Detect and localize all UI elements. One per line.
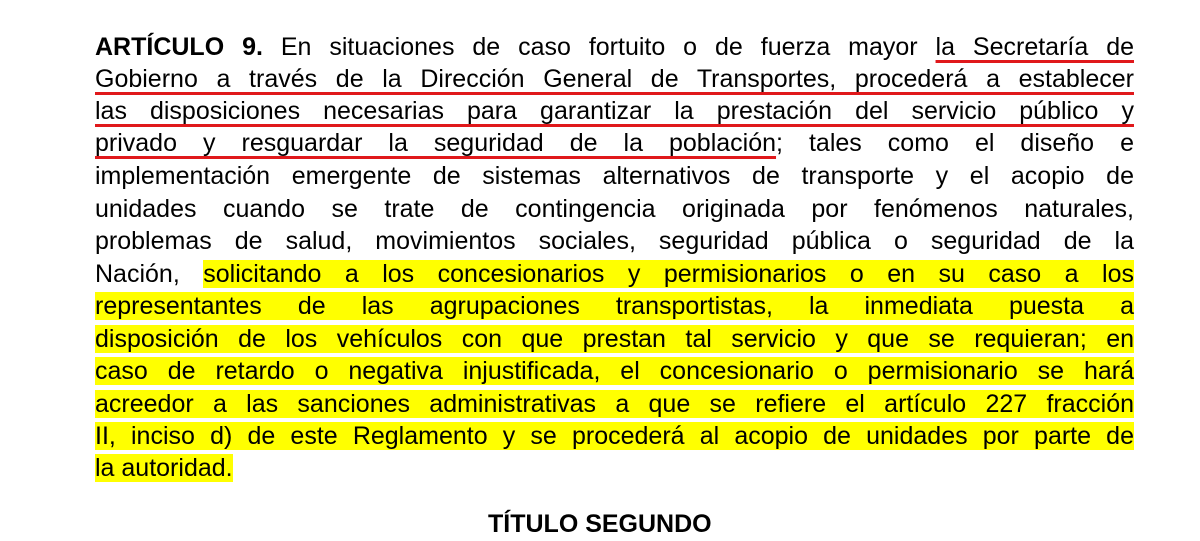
article-line-6 bbox=[95, 193, 1134, 226]
article-line-12 bbox=[95, 388, 1134, 421]
highlighted-text: la autoridad. bbox=[95, 454, 233, 482]
article-label: ARTÍCULO 9. bbox=[95, 33, 263, 61]
line-text: implementación emergente de sistemas alternativos de transporte y el acopio de bbox=[95, 162, 1134, 190]
line-text: Nación, bbox=[95, 260, 204, 288]
underlined-text: la Secretaría de bbox=[935, 33, 1134, 61]
article-line-14 bbox=[95, 452, 1134, 485]
article-line-2 bbox=[95, 63, 1134, 96]
highlighted-text: acreedor a las sanciones administrativas a que se refiere el artículo 227 fracción bbox=[95, 390, 1134, 418]
highlighted-text: II, inciso d) de este Reglamento y se procederá al acopio de unidades por parte de bbox=[95, 422, 1134, 450]
highlighted-text: solicitando a los concesionarios y permisionarios o en su caso a los bbox=[203, 260, 1135, 288]
article-line-5 bbox=[95, 160, 1134, 193]
article-line-10 bbox=[95, 323, 1134, 356]
article-line-7 bbox=[95, 225, 1134, 258]
article-line-8 bbox=[95, 258, 1134, 291]
line-text: unidades cuando se trate de contingencia originada por fenómenos naturales, bbox=[95, 195, 1134, 223]
underlined-text: las disposiciones necesarias para garantizar la prestación del servicio público y bbox=[95, 97, 1134, 125]
highlighted-text: caso de retardo o negativa injustificada, el concesionario o permisionario se hará bbox=[95, 357, 1134, 385]
line-text: ; tales como el diseño e bbox=[776, 129, 1134, 157]
article-line-13 bbox=[95, 420, 1134, 453]
article-line-9 bbox=[95, 290, 1134, 323]
article-line-11 bbox=[95, 355, 1134, 388]
article-line-4 bbox=[95, 127, 1134, 160]
article-line-3 bbox=[95, 95, 1134, 128]
article-line-1 bbox=[95, 31, 1134, 64]
highlighted-text: disposición de los vehículos con que prestan tal servicio y que se requieran; en bbox=[95, 325, 1134, 353]
line-text: En situaciones de caso fortuito o de fuerza mayor bbox=[262, 33, 936, 61]
section-heading: TÍTULO SEGUNDO bbox=[488, 510, 712, 538]
line-text: problemas de salud, movimientos sociales, seguridad pública o seguridad de la bbox=[95, 227, 1134, 255]
underlined-text: Gobierno a través de la Dirección General de Transportes, procederá a establecer bbox=[95, 65, 1134, 93]
underlined-text: privado y resguardar la seguridad de la población bbox=[95, 129, 777, 157]
highlighted-text: representantes de las agrupaciones transportistas, la inmediata puesta a bbox=[95, 292, 1134, 320]
